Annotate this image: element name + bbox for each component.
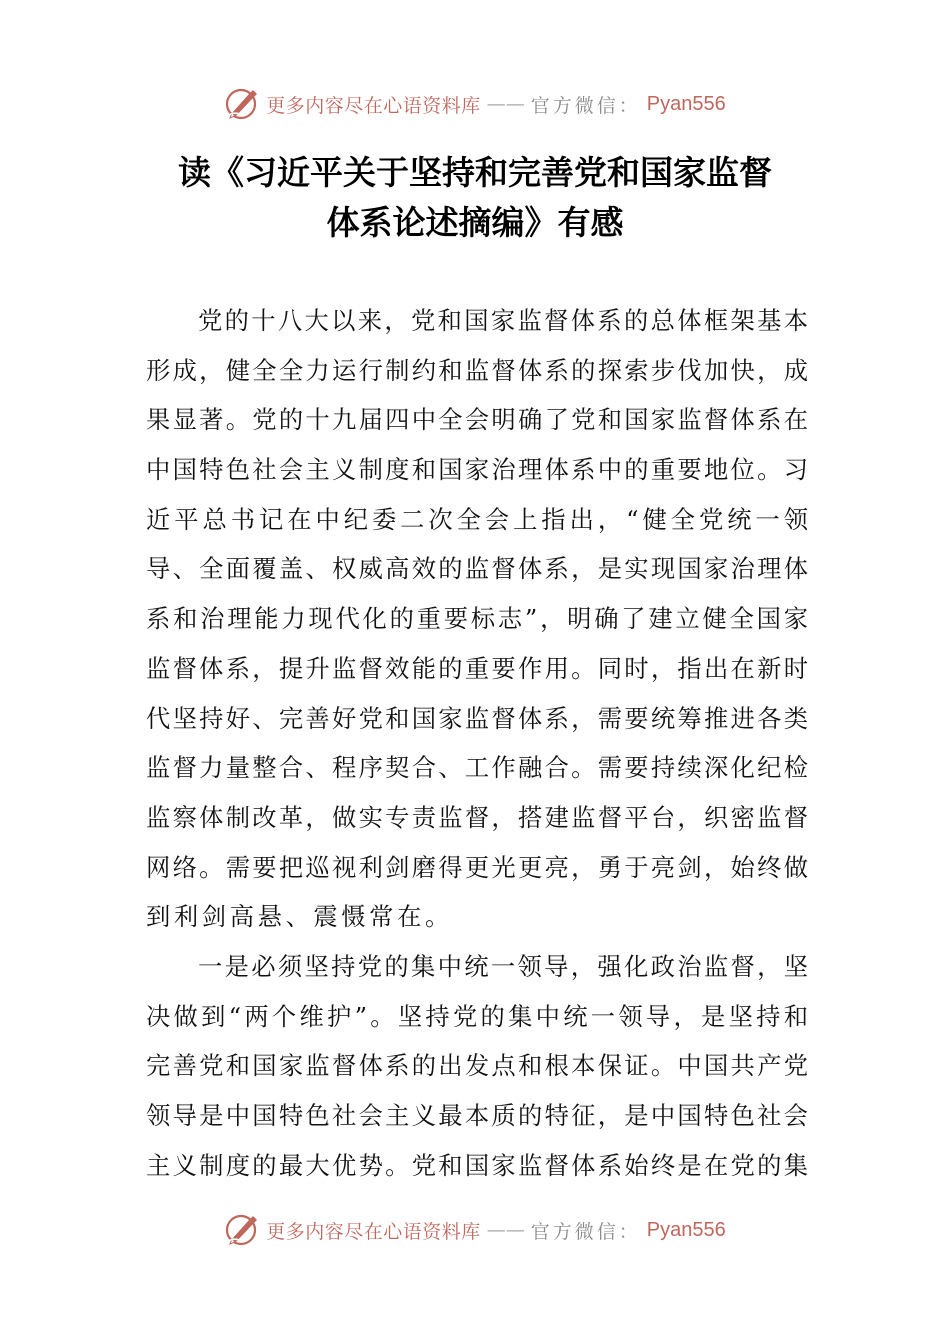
body-line: 一是必须坚持党的集中统一领导，强化政治监督，坚	[198, 951, 808, 981]
body-line: 监督力量整合、程序契合、工作融合。需要持续深化纪检	[146, 753, 808, 783]
banner-wechat-label: 官方微信：	[530, 94, 641, 117]
body-line: 主义制度的最大优势。党和国家监督体系始终是在党的集	[146, 1150, 808, 1180]
banner-site-text: 更多内容尽在心语资料库	[266, 94, 481, 117]
title-line-1: 读《习近平关于坚持和完善党和国家监督	[178, 153, 772, 192]
body-line: 领导是中国特色社会主义最本质的特征，是中国特色社会	[146, 1101, 808, 1130]
banner-wechat-label: 官方微信：	[530, 1220, 641, 1243]
banner-site-text: 更多内容尽在心语资料库	[266, 1220, 481, 1243]
footer-banner	[0, 1208, 950, 1252]
body-line: 完善党和国家监督体系的出发点和根本保证。中国共产党	[146, 1051, 808, 1081]
banner-wechat-id: Pyan556	[646, 92, 726, 115]
body-line: 党的十八大以来，党和国家监督体系的总体框架基本	[198, 306, 808, 335]
banner-wechat-id: Pyan556	[646, 1218, 726, 1241]
banner-dash: ——	[486, 1219, 525, 1241]
body-line: 代坚持好、完善好党和国家监督体系，需要统筹推进各类	[146, 703, 808, 733]
body-line: 导、全面覆盖、权威高效的监督体系，是实现国家治理体	[146, 554, 808, 584]
body-line: 近平总书记在中纪委二次全会上指出，“健全党统一领	[146, 504, 808, 534]
body-line: 果显著。党的十九届四中全会明确了党和国家监督体系在	[146, 405, 808, 435]
body-text	[146, 296, 808, 1190]
body-line: 到利剑高悬、震慑常在。	[146, 902, 453, 932]
body-line: 监察体制改革，做实专责监督，搭建监督平台，织密监督	[146, 802, 808, 832]
body-line: 形成，健全全力运行制约和监督体系的探索步伐加快，成	[146, 355, 808, 385]
body-line: 网络。需要把巡视利剑磨得更光更亮，勇于亮剑，始终做	[146, 852, 808, 882]
body-line: 决做到“两个维护”。坚持党的集中统一领导，是坚持和	[146, 1001, 808, 1031]
pen-logo-icon	[224, 86, 260, 122]
banner-dash: ——	[486, 93, 525, 115]
body-line: 系和治理能力现代化的重要标志”，明确了建立健全国家	[146, 604, 808, 634]
body-line: 中国特色社会主义制度和国家治理体系中的重要地位。习	[146, 455, 808, 485]
title-line-2: 体系论述摘编》有感	[326, 203, 624, 242]
document-title	[120, 148, 830, 248]
header-banner	[0, 82, 950, 126]
body-line: 监督体系，提升监督效能的重要作用。同时，指出在新时	[146, 653, 808, 683]
pen-logo-icon	[224, 1212, 260, 1248]
